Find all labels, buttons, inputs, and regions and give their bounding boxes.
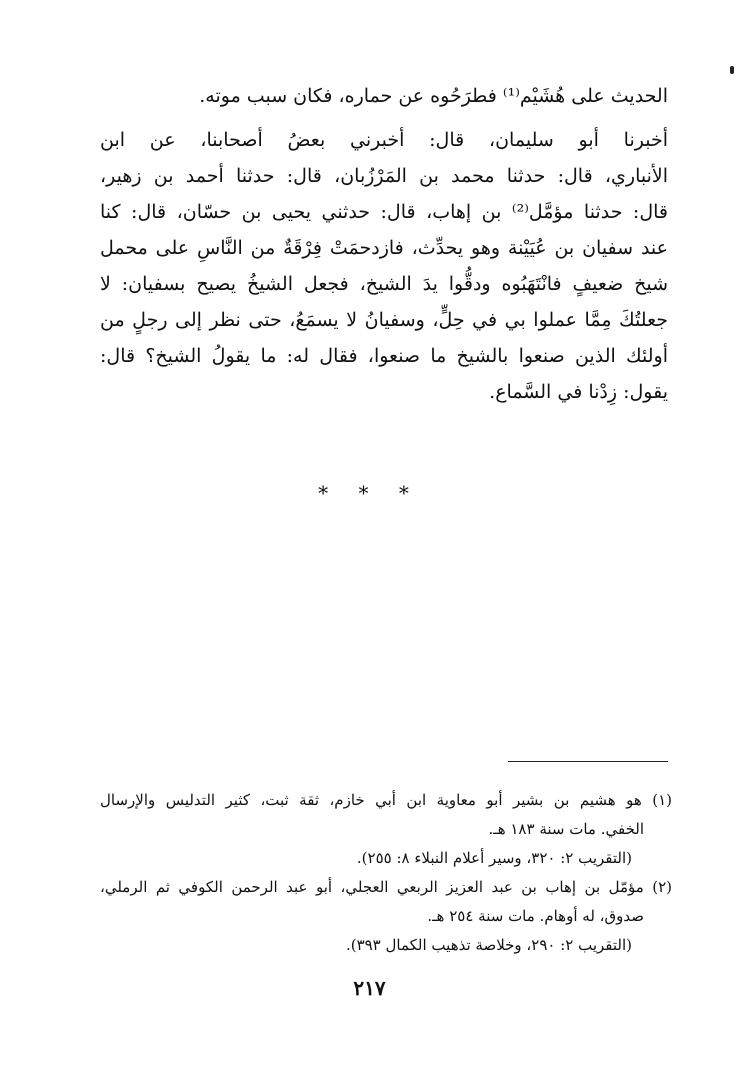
footnote-line: الخفي. مات سنة ١٨٣ هـ. [488, 820, 644, 838]
footnote-line: صدوق، له أوهام. مات سنة ٢٥٤ هـ. [427, 907, 644, 925]
footnote-line: (١) هو هشيم بن بشير أبو معاوية ابن أبي خازم، ثقة ثبت، كثير التدليس والإرسال [100, 791, 672, 809]
footnote-source: (التقريب ٢: ٣٢٠، وسير أعلام النبلاء ٨: ٢٥٥). [356, 849, 632, 867]
footnote-line: (٢) مؤمّل بن إهاب بن عبد العزيز الربعي العجلي، أبو عبد الرحمن الكوفي ثم الرملي، [100, 878, 672, 896]
footnote-2 [100, 873, 672, 960]
paragraph-1 [100, 78, 668, 114]
footnotes [100, 786, 672, 960]
text-line: يقول: زِدْنا في السَّماع. [489, 381, 668, 403]
text-line: أولئك الذين صنعوا بالشيخ ما صنعوا، فقال له: ما يقولُ الشيخ؟ قال: [100, 345, 668, 367]
footnote-divider [508, 761, 668, 762]
text-line: عند سفيان بن عُيَيْنة وهو يحدِّث، فازدحمَتْ فِرْقَةٌ من النَّاسِ على محمل [100, 237, 668, 259]
text-line: جعلتُكَ مِمَّا عملوا بي في حِلٍّ، وسفيانُ لا يسمَعُ، حتى نظر إلى رجلٍ من [100, 309, 668, 331]
page-number: ٢١٧ [353, 976, 386, 1000]
footnote-source: (التقريب ٢: ٢٩٠، وخلاصة تذهيب الكمال ٣٩٣). [345, 936, 632, 954]
section-separator: * * * [318, 481, 421, 505]
text-line: الأنباري، قال: حدثنا محمد بن المَرْزُبان، قال: حدثنا أحمد بن زهير، [100, 165, 668, 187]
text-line: شيخ ضعيفٍ فانْتَهَبُوه ودقُّوا يدَ الشيخ، فجعل الشيخُ يصيح بسفيان: لا [100, 273, 668, 295]
text-line: الحديث على هُشَيْم⁽¹⁾ فطرَحُوه عن حماره، فكان سبب موته. [199, 85, 668, 107]
margin-mark [730, 66, 734, 74]
footnote-1 [100, 786, 672, 873]
paragraph-2 [100, 122, 668, 410]
text-line: قال: حدثنا مؤمَّل⁽²⁾ بن إهاب، قال: حدثني يحيى بن حسّان، قال: كنا [100, 201, 668, 223]
text-line: أخبرنا أبو سليمان، قال: أخبرني بعضُ أصحابنا، عن ابن [100, 129, 668, 151]
